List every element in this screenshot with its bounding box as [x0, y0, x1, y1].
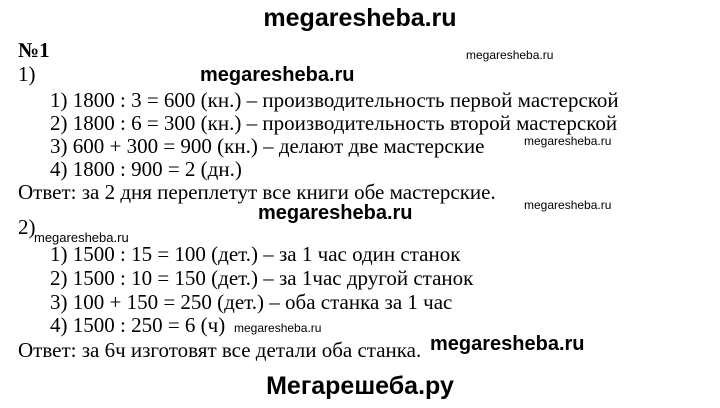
part2-answer: Ответ: за 6ч изготовят все детали оба станка. [18, 338, 422, 362]
part1-label: 1) [18, 62, 36, 86]
problem-number: №1 [18, 38, 50, 62]
part2-step-3: 3) 100 + 150 = 250 (дет.) – оба станка за 1 час [50, 290, 453, 314]
watermark-bold: megaresheba.ru [200, 64, 355, 86]
watermark-small: megaresheba.ru [524, 134, 612, 148]
watermark-small: megaresheba.ru [466, 48, 554, 62]
part1-step-1: 1) 1800 : 3 = 600 (кн.) – производительность первой мастерской [50, 88, 619, 112]
part2-step-4: 4) 1500 : 250 = 6 (ч) [50, 313, 226, 337]
watermark-small: megaresheba.ru [524, 198, 612, 212]
part1-step-2: 2) 1800 : 6 = 300 (кн.) – производительность второй мастерской [50, 111, 618, 135]
watermark-bottom: Мегарешеба.ру [266, 372, 454, 400]
part1-step-4: 4) 1800 : 900 = 2 (дн.) [50, 157, 242, 181]
part1-step-3: 3) 600 + 300 = 900 (кн.) – делают две мастерские [50, 134, 485, 158]
part2-label: 2) [18, 215, 36, 239]
watermark-small: megaresheba.ru [234, 321, 322, 335]
part2-step-1: 1) 1500 : 15 = 100 (дет.) – за 1 час один станок [50, 242, 461, 266]
watermark-small: megaresheba.ru [34, 230, 129, 245]
watermark-bold: megaresheba.ru [430, 333, 585, 355]
watermark-bold: megaresheba.ru [258, 202, 413, 224]
part2-step-2: 2) 1500 : 10 = 150 (дет.) – за 1час другой станок [50, 266, 474, 290]
part1-answer: Ответ: за 2 дня переплетут все книги обе мастерские. [18, 180, 496, 204]
watermark-top: megaresheba.ru [263, 4, 457, 32]
